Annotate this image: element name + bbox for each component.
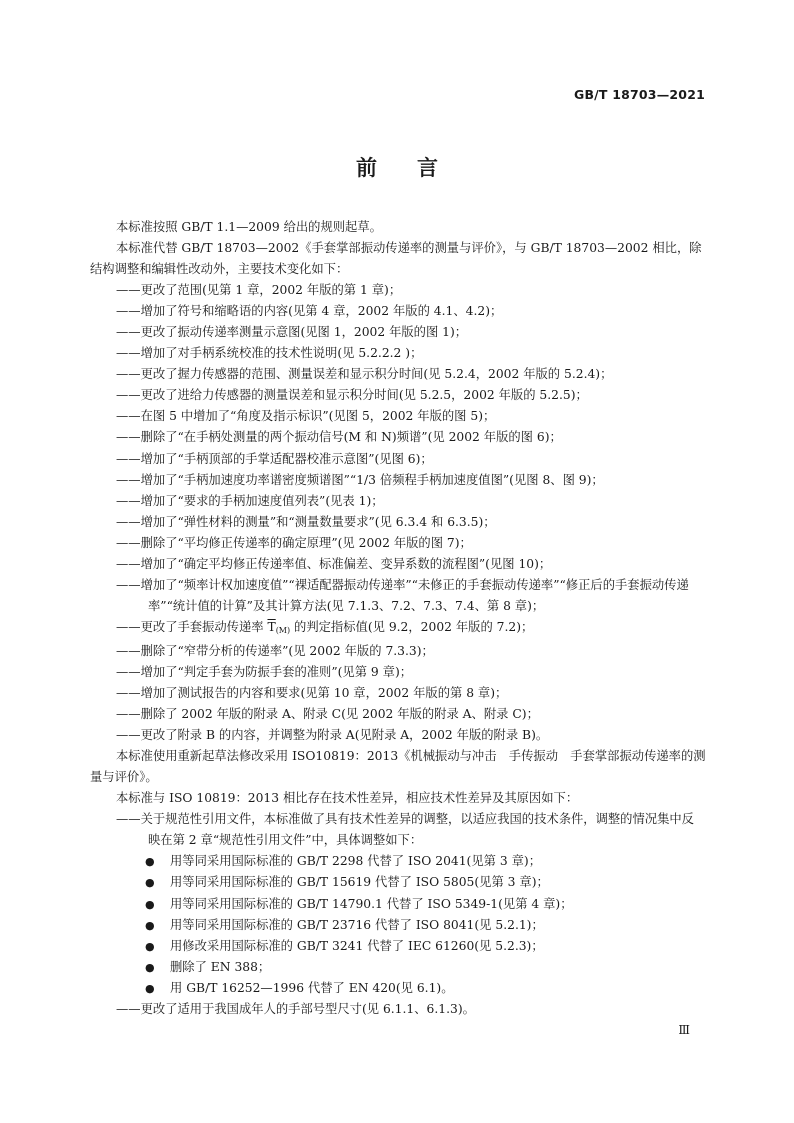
bullet-text: 用修改采用国际标准的 GB/T 3241 代替了 IEC 61260(见 5.2.3)；	[170, 938, 544, 953]
change-item: ——删除了“平均修正传递率的确定原理”(见 2002 年版的图 7)；	[116, 535, 472, 550]
change-item-hand-size: ——更改了适用于我国成年人的手部号型尺寸(见 6.1.1、6.1.3)。	[116, 1001, 475, 1016]
page-title: 前言	[356, 156, 478, 180]
bullet-dot-icon: ●	[145, 981, 155, 995]
change-item: ——删除了 2002 年版的附录 A、附录 C(见 2002 年版的附录 A、附录 C)；	[116, 707, 539, 722]
change-item: ——更改了范围(见第 1 章，2002 年版的第 1 章)；	[116, 283, 402, 298]
change-item: ——删除了“在手柄处测量的两个振动信号(M 和 N)频谱”(见 2002 年版的图 6)；	[116, 430, 562, 445]
change-item: ——更改了握力传感器的范围、测量误差和显示积分时间(见 5.2.4，2002 年版的 5.2.4)；	[116, 367, 613, 382]
bullet-item	[90, 936, 706, 957]
change-item: ——增加了“弹性材料的测量”和“测量数量要求”(见 6.3.4 和 6.3.5)；	[116, 514, 496, 529]
change-item: ——更改了进给力传感器的测量误差和显示积分时间(见 5.2.5，2002 年版的 5.2.5)；	[116, 388, 588, 403]
difference-item: ——关于规范性引用文件，本标准做了具有技术性差异的调整，以适应我国的技术条件，调整的情况集中反映在第 2 章“规范性引用文件”中，具体调整如下：	[116, 812, 694, 848]
foreword-body	[90, 217, 706, 1020]
paragraph-adoption: 本标准使用重新起草法修改采用 ISO10819：2013《机械振动与冲击 手传振动 手套掌部振动传递率的测量与评价》。	[90, 749, 706, 785]
change-item: ——更改了附录 B 的内容，并调整为附录 A(见附录 A，2002 年版的附录 B)。	[116, 728, 549, 743]
bullet-item	[90, 894, 706, 915]
change-item: ——增加了“手柄顶部的手掌适配器校准示意图”(见图 6)；	[116, 451, 433, 466]
transmissibility-symbol: $\overline{T}$	[267, 619, 276, 634]
paragraph-drafting-rules: 本标准按照 GB/T 1.1—2009 给出的规则起草。	[116, 220, 382, 234]
change-item: ——更改了振动传递率测量示意图(见图 1，2002 年版的图 1)；	[116, 325, 468, 340]
change-text-prefix: ——更改了手套振动传递率	[116, 619, 268, 634]
change-item-transmissibility	[90, 617, 706, 641]
paragraph-differences: 本标准与 ISO 10819：2013 相比存在技术性差异，相应技术性差异及其原因如下：	[116, 791, 579, 806]
page-number: Ⅲ	[678, 1023, 690, 1037]
bullet-text: 用等同采用国际标准的 GB/T 2298 代替了 ISO 2041(见第 3 章)；	[170, 854, 541, 869]
change-item: ——增加了符号和缩略语的内容(见第 4 章，2002 年版的 4.1、4.2)；	[116, 304, 503, 319]
change-item: ——增加了测试报告的内容和要求(见第 10 章，2002 年版的第 8 章)；	[116, 686, 508, 701]
change-item: ——在图 5 中增加了“角度及指示标识”(见图 5，2002 年版的图 5)；	[116, 409, 496, 424]
change-item: ——增加了“手柄加速度功率谱密度频谱图”“1/3 倍频程手柄加速度值图”(见图 8、图 9)；	[116, 472, 604, 487]
bullet-text: 用 GB/T 16252—1996 代替了 EN 420(见 6.1)。	[170, 980, 454, 995]
bullet-item	[90, 872, 706, 893]
bullet-dot-icon: ●	[145, 918, 155, 932]
bullet-dot-icon: ●	[145, 897, 155, 911]
bullet-dot-icon: ●	[145, 939, 155, 953]
bullet-text: 用等同采用国际标准的 GB/T 23716 代替了 ISO 8041(见 5.2.1)；	[170, 917, 544, 932]
paragraph-replacement: 本标准代替 GB/T 18703—2002《手套掌部振动传递率的测量与评价》，与 GB/T 18703—2002 相比，除结构调整和编辑性改动外，主要技术变化如下：	[90, 241, 702, 277]
bullet-item	[90, 851, 706, 872]
bullet-dot-icon: ●	[145, 855, 155, 869]
bullet-dot-icon: ●	[145, 960, 155, 974]
bullet-dot-icon: ●	[145, 876, 155, 890]
bullet-text: 用等同采用国际标准的 GB/T 15619 代替了 ISO 5805(见第 3 章)；	[170, 875, 549, 890]
standard-number: GB/T 18703—2021	[573, 87, 705, 102]
change-item: ——删除了“窄带分析的传递率”(见 2002 年版的 7.3.3)；	[116, 643, 434, 658]
change-item: ——增加了“要求的手柄加速度值列表”(见表 1)；	[116, 493, 384, 508]
bullet-item	[90, 978, 706, 999]
change-item: ——增加了“判定手套为防振手套的准则”(见第 9 章)；	[116, 664, 413, 679]
change-item: ——增加了对手柄系统校准的技术性说明(见 5.2.2.2 )；	[116, 346, 423, 361]
change-item: ——增加了“确定平均修正传递率值、标准偏差、变异系数的流程图”(见图 10)；	[116, 556, 552, 571]
bullet-text: 删除了 EN 388；	[170, 959, 271, 974]
transmissibility-subscript: (M)	[275, 625, 291, 635]
bullet-text: 用等同采用国际标准的 GB/T 14790.1 代替了 ISO 5349-1(见第 4 章)；	[170, 896, 573, 911]
bullet-item	[90, 957, 706, 978]
bullet-item	[90, 915, 706, 936]
change-item: ——增加了“频率计权加速度值”“裸适配器振动传递率”“未修正的手套振动传递率”“修正后的手套振动传递率”“统计值的计算”及其计算方法(见 7.1.3、7.2、7.3、7.4、第 8 章)；	[116, 577, 689, 613]
change-text-suffix: 的判定指标值(见 9.2，2002 年版的 7.2)；	[290, 619, 534, 634]
